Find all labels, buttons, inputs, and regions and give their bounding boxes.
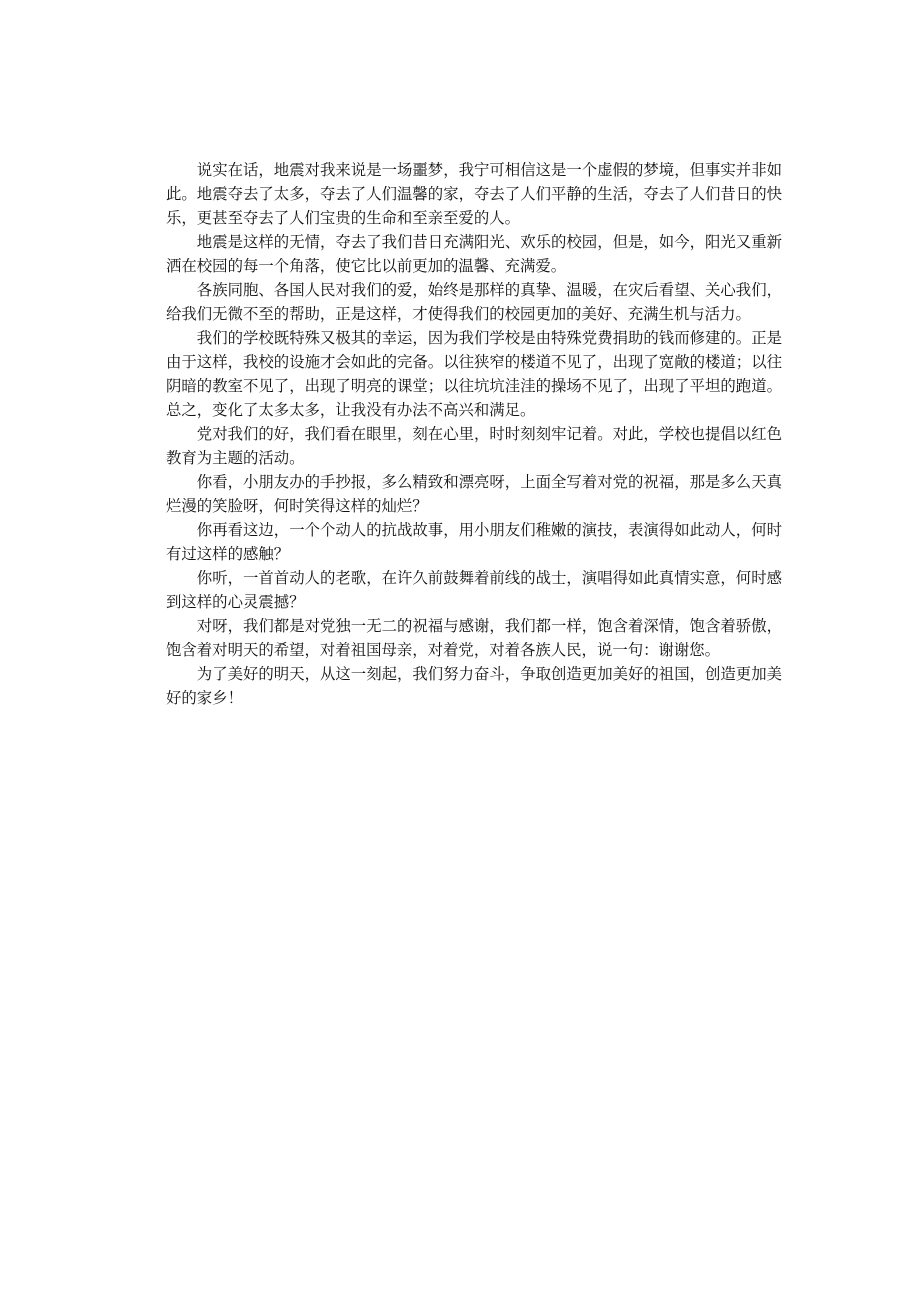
paragraph-6: 你看，小朋友办的手抄报，多么精致和漂亮呀，上面全写着对党的祝福，那是多么天真烂漫的笑脸呀，何时笑得这样的灿烂？ [166,473,782,515]
paragraph-9: 对呀，我们都是对党独一无二的祝福与感谢，我们都一样，饱含着深情，饱含着骄傲，饱含着对明天的希望，对着祖国母亲，对着党，对着各族人民，说一句：谢谢您。 [166,617,782,659]
paragraph-1: 说实在话，地震对我来说是一场噩梦，我宁可相信这是一个虚假的梦境，但事实并非如此。地震夺去了太多，夺去了人们温馨的家，夺去了人们平静的生活，夺去了人们昔日的快乐，更甚至夺去了人们宝贵的生命和至亲至爱的人。 [166,161,782,227]
paragraph-2: 地震是这样的无情，夺去了我们昔日充满阳光、欢乐的校园，但是，如今，阳光又重新洒在校园的每一个角落，使它比以前更加的温馨、充满爱。 [166,233,782,275]
paragraph-10: 为了美好的明天，从这一刻起，我们努力奋斗，争取创造更加美好的祖国，创造更加美好的家乡！ [166,665,782,707]
paragraph-5: 党对我们的好，我们看在眼里，刻在心里，时时刻刻牢记着。对此，学校也提倡以红色教育为主题的活动。 [166,425,782,467]
paragraph-7: 你再看这边，一个个动人的抗战故事，用小朋友们稚嫩的演技，表演得如此动人，何时有过这样的感触？ [166,521,782,563]
document-body [166,158,782,710]
paragraph-8: 你听，一首首动人的老歌，在许久前鼓舞着前线的战士，演唱得如此真情实意，何时感到这样的心灵震撼？ [166,569,782,611]
paragraph-4: 我们的学校既特殊又极其的幸运，因为我们学校是由特殊党费捐助的钱而修建的。正是由于这样，我校的设施才会如此的完备。以往狭窄的楼道不见了，出现了宽敞的楼道；以往阴暗的教室不见了，出现了明亮的课堂；以往坑坑洼洼的操场不见了，出现了平坦的跑道。总之，变化了太多太多，让我没有办法不高兴和满足。 [166,329,782,419]
paragraph-3: 各族同胞、各国人民对我们的爱，始终是那样的真挚、温暖，在灾后看望、关心我们，给我们无微不至的帮助，正是这样，才使得我们的校园更加的美好、充满生机与活力。 [166,281,782,323]
